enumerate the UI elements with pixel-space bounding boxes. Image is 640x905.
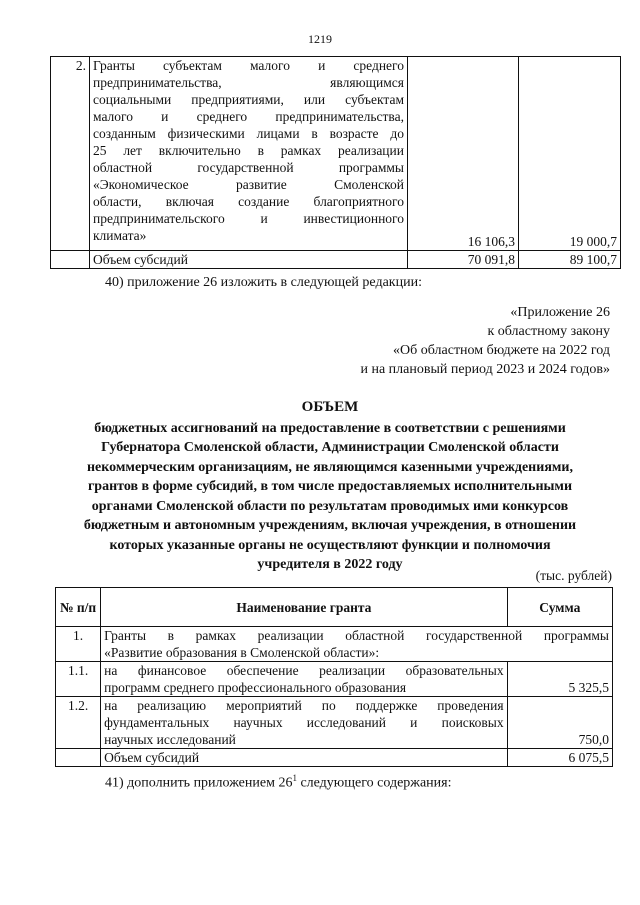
item-41: 41) дополнить приложением $26^1$ следующего содержания: bbox=[105, 773, 452, 791]
total-row bbox=[51, 251, 621, 269]
page-number: 1219 bbox=[308, 32, 332, 46]
total-label: Объем субсидий bbox=[90, 251, 408, 269]
item-40: 40) приложение 26 изложить в следующей редакции: bbox=[105, 275, 422, 290]
units-label: (тыс. рублей) bbox=[535, 568, 612, 583]
grants-table bbox=[55, 587, 613, 767]
amount-2023: 16 106,3 bbox=[408, 57, 519, 251]
total-sum: 6 075,5 bbox=[507, 749, 612, 767]
table-row bbox=[51, 57, 621, 251]
document-title: ОБЪЕМ бюджетных ассигнований на предоставление в соответствии с решениями Губернатора Смоленской области, Администрации Смоленской области некоммерческим организациям, не являющимся казенными учреждениями, грантов в форме субсидий, в том числе предоставляемых исполнительными органами Смоленской области по результатам проводимых ими конкурсов бюджетным и автономным учреждениям, включая учреждения, в отношении которых указанные органы не осуществляют функции и полномочия учредителя в 2022 году bbox=[40, 398, 620, 575]
total-row: Объем субсидий 6 075,5 bbox=[56, 749, 613, 767]
header-sum: Сумма bbox=[507, 588, 612, 627]
total-2024: 89 100,7 bbox=[519, 251, 621, 269]
appendix-header: «Приложение 26 к областному закону «Об областном бюджете на 2022 год и на плановый период 2023 и 2024 годов» bbox=[360, 305, 610, 377]
table-row: 1. Гранты в рамках реализации областной государственной программы «Развитие образования в Смоленской области»: bbox=[56, 627, 613, 662]
sum-value: 750,0 bbox=[507, 697, 612, 749]
header-num: № п/п bbox=[56, 588, 101, 627]
grants-table-continued bbox=[50, 56, 621, 269]
row-number: 2. bbox=[51, 57, 90, 251]
table-row: 1.2. на реализацию мероприятий по поддержке проведения фундаментальных научных исследований и поисковых научных исследований 750,0 bbox=[56, 697, 613, 749]
sum-value: 5 325,5 bbox=[507, 662, 612, 697]
total-2023: 70 091,8 bbox=[408, 251, 519, 269]
table-header bbox=[56, 588, 613, 627]
grant-description: Гранты субъектам малого и среднего предпринимательства, являющимся социальными предприятиями, или субъектам малого и среднего предпринимательства, созданным физическими лицами в возрасте до 25 лет включительно в рамках реализации областной государственной программы «Экономическое развитие Смоленской области, включая создание благоприятного предпринимательского и инвестиционного климата» bbox=[90, 57, 408, 251]
title-head: ОБЪЕМ bbox=[301, 399, 359, 415]
header-name: Наименование гранта bbox=[101, 588, 507, 627]
amount-2024: 19 000,7 bbox=[519, 57, 621, 251]
table-row: 1.1. на финансовое обеспечение реализации образовательных программ среднего профессионального образования 5 325,5 bbox=[56, 662, 613, 697]
